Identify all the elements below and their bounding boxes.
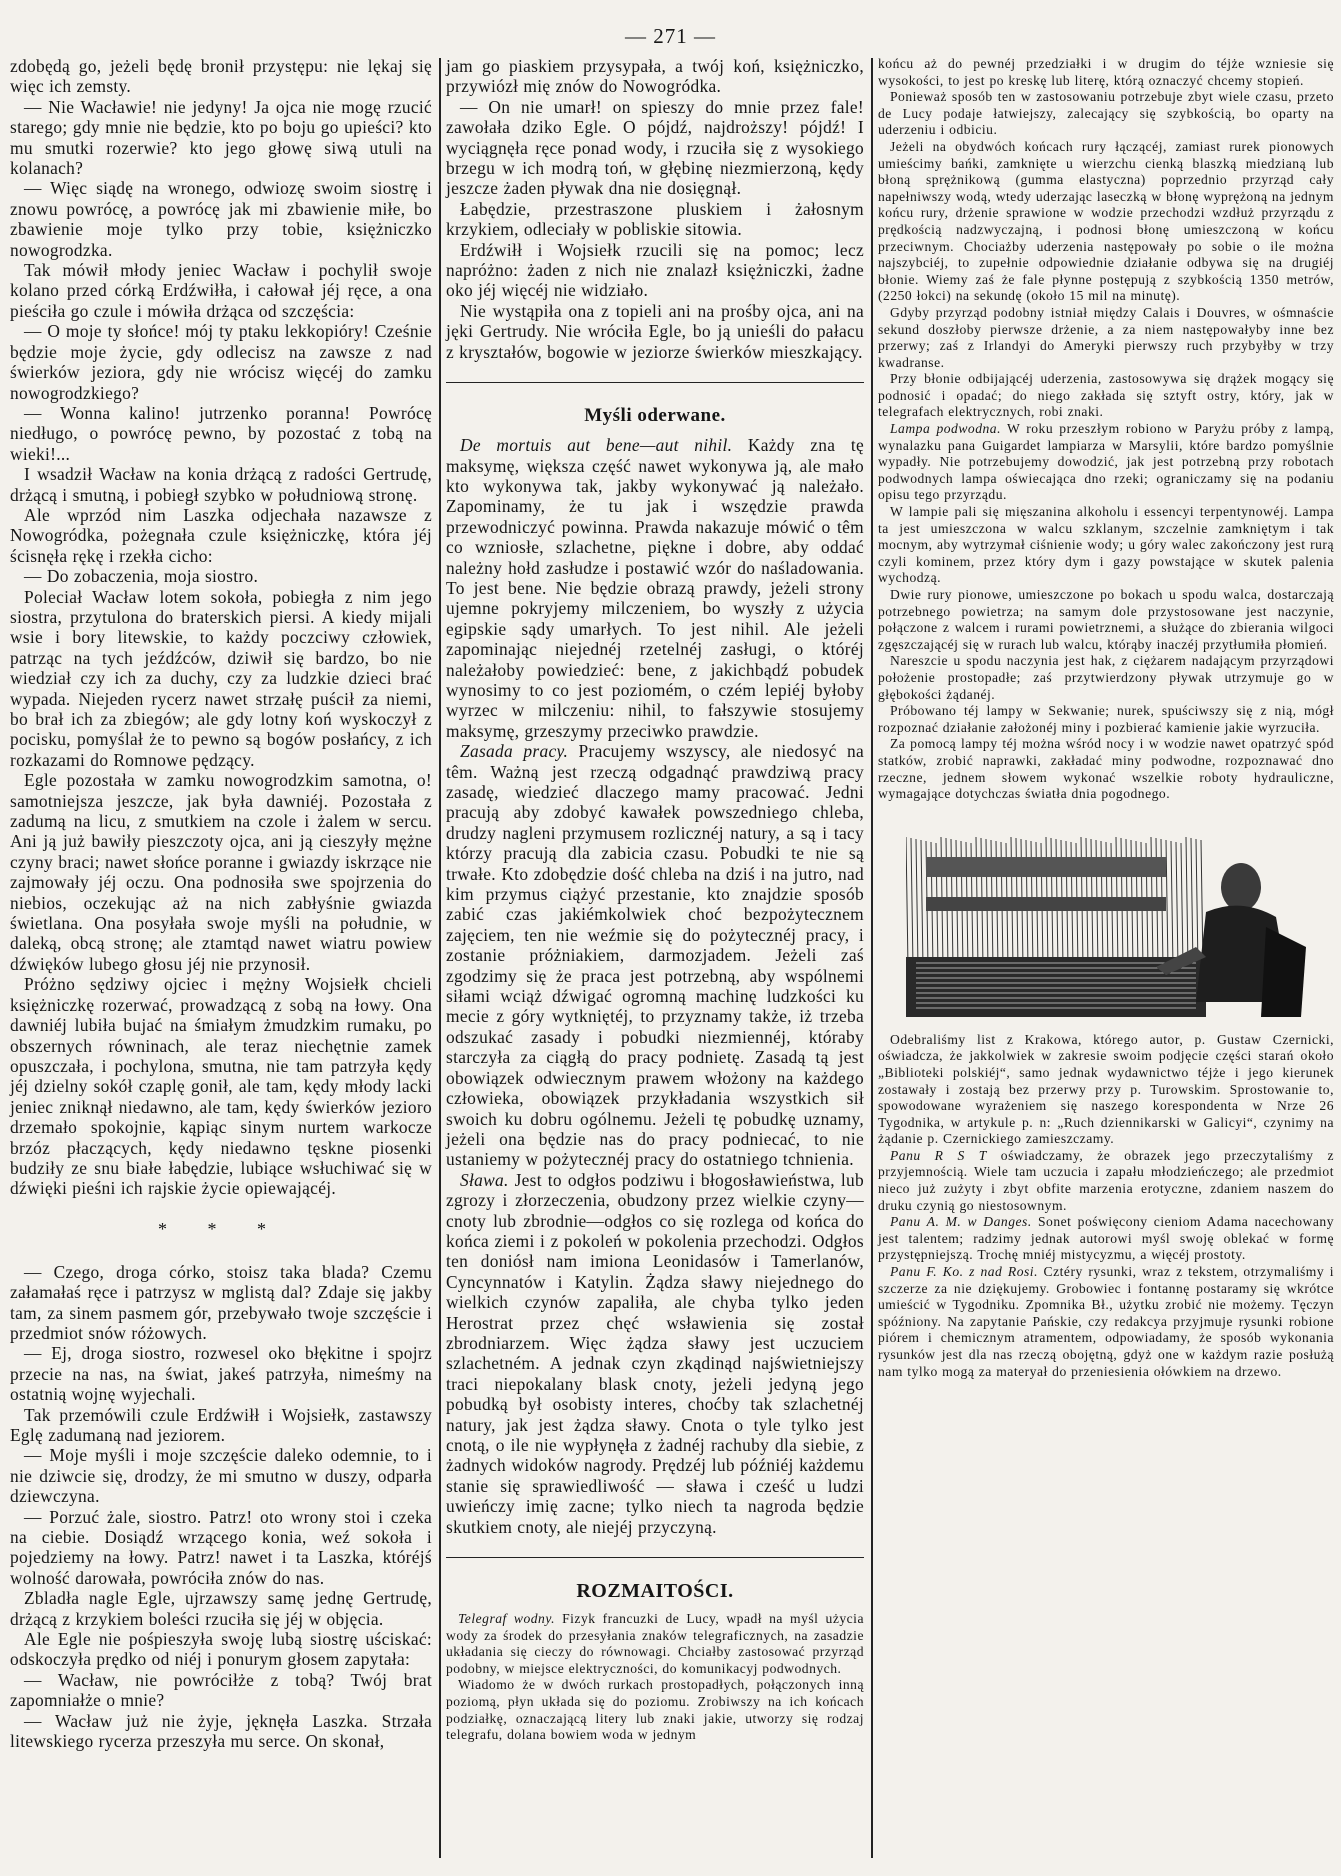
paragraph-text: — On nie umarł! on spieszy do mnie przez fale! zawołała dziko Egle. O pójdź, najdroższy! pójdź! I wyciągnęła ręce ponad wody, i rzuciła się z wysokiego brzegu w ich modrą toń, w głębinę niezmierzoną, kędy jeszcze żaden pływak dna nie dosięgnął. <box>446 96 864 199</box>
paragraph-text: jam go piaskiem przysypała, a twój koń, księżniczko, przywiózł mię znów do Nowogródka. <box>446 56 864 97</box>
paragraph <box>446 741 864 1170</box>
paragraph-text: Tak przemówili czule Erdźwiłł i Wojsiełk, zastawszy Eglę zadumaną nad jeziorem. <box>10 1404 432 1445</box>
paragraph <box>446 1611 864 1677</box>
paragraph-text: Sonet poświęcony cieniom Adama nacechowany jest talentem; radzimy jednak autorowi myśl swoję oblekać w formę przystępniejszą. Trochę mniéj mistycyzmu, a więcéj prostoty. <box>878 1214 1335 1263</box>
paragraph <box>446 301 864 362</box>
paragraph-text: — Do zobaczenia, moja siostro. <box>24 566 259 587</box>
paragraph-text: Nie wystąpiła ona z topieli ani na prośby ojca, ani na jęki Gertrudy. Nie wróciła Egle, bo ją unieśli do pałacu z kryształów, bogowie w jeziorze świerków mieszkający. <box>446 300 864 362</box>
paragraph-text: — Wonna kalino! jutrzenko poranna! Powrócę niedługo, o powrócę pewno, by pozostać z tobą na wieki!... <box>10 402 432 464</box>
paragraph <box>10 464 432 505</box>
paragraph <box>878 1264 1334 1380</box>
paragraph-text: Cztéry rysunki, wraz z tekstem, otrzymaliśmy i szczerze za nie dziękujemy. Grobowiec i fontannę postaramy się wkrótce umieścić w Tygodniku. Zpomnika Bł., użytku zrobić nie możemy. Tęczyn spóźniony. Na zapytanie Pańskie, czy redakcya przyjmuje rysunki robione piórem i chemicznym atramentem, odpowiadamy, że sposób wykonania rysunków jest dla nas rzeczą obojętną, gdyż one w każdym razie posłużą nam tylko mogą za materyał do przeniesienia ołówkiem na drzewo. <box>878 1264 1334 1379</box>
paragraph-text: oświadczamy, że obrazek jego przeczytaliśmy z przyjemnością. Wiele tam uczucia i zapału młodzieńczego; ale przedmiot nieco już zużyty i zbyt obfite marzenia erotyczne, zdaniem naszem do druku czynią go niestosownym. <box>878 1147 1334 1213</box>
column-left <box>10 56 432 1752</box>
paragraph <box>10 566 432 586</box>
paragraph-text: — Wacław już nie żyje, jęknęła Laszka. Strzała litewskiego rycerza przeszyła mu serce. On skonał, <box>10 1710 432 1752</box>
paragraph-text: Jeżeli na obydwóch końcach rury łączącéj, zamiast rurek pionowych umieścimy bańki, zamknięte u wierzchu cienką blaszką miedzianą lub błoną sprężnikową (gumma elastyczna) poprzednio przyrząd cały napełniwszy wodą, wtedy uderzając laseczką w błonę wyprężoną na jednym końcu rury, drżenie sprawione w wodzie przechodzi wzdłuż przyrządu z prędkością nadzwyczajną, i podnosi błonę umieszczoną w końcu przeciwnym. Chociażby uderzenia następowały po sobie o ile można najszybciéj, to zupełnie odpowiednie działanie odbywa się na drugiéj błonie. Wiemy zaś że fale płynne postępują z szybkością 1350 metrów, (2250 łokci) na sekundę (około 15 mil na minutę). <box>878 138 1334 304</box>
paragraph-text: końcu aż do pewnéj przedziałki i w drugim do téjże wzniesie się wysokości, to jest po kreskę lub literę, którą oznaczyć chcemy stopień. <box>878 56 1334 88</box>
paragraph-text: Egle pozostała w zamku nowogrodzkim samotna, o! samotniejsza jeszcze, jak była dawniéj. Pozostała z zadumą na licu, z smutkiem na czole i żalem w sercu. Ani ją już bawiły pieszczoty ojca, ani ją cieszyły mężne czyny braci; nawet słońce poranne i gwiazdy iskrzące nie zajmowały jéj oczu. Ona podnosiła swe spojrzenia do niebios, oczekując aż na nich zabłyśnie gwiazda świetlana. Ona posyłała swoje myśli na południe, w daleką, obcą stronę; ale ztamtąd nawet wiatru powiew dźwięków lubego głosu jéj nie przynosił. <box>10 770 432 974</box>
paragraph <box>10 1670 432 1711</box>
paragraph <box>10 505 432 566</box>
page-number: — 271 — <box>625 24 716 48</box>
paragraph-text: W lampie pali się mięszanina alkoholu i essencyi terpentynowéj. Lampa ta jest umieszczona w walcu szklanym, szczelnie zamkniętym i tak mocnym, aby wytrzymał ciśnienie wody; u góry walec zakończony jest rurą czyli kominem, przez który dym i gazy powstające w skutek palenia wychodzą. <box>878 504 1334 586</box>
paragraph-text: Gdyby przyrząd podobny istniał między Calais i Douvres, w ośmnaście sekund doszłoby pierwsze drżenie, a za niem następowałyby inne bez przerwy; zaś z Irlandyi do Ameryki pierwszy ruch przybyłby w trzy kwadranse. <box>878 304 1334 370</box>
paragraph-text: — Wacław, nie powróciłże z tobą? Twój brat zapomniałże o mnie? <box>10 1669 432 1711</box>
paragraph <box>878 703 1334 736</box>
paragraph <box>878 371 1334 421</box>
paragraph <box>10 403 432 464</box>
paragraph <box>878 89 1334 139</box>
paragraph-text: Za pomocą lampy téj można wśród nocy i w wodzie nawet opatrzyć spód statków, zrobić naprawki, zakładać miny podwodne, rozpoznawać dno rzeczne, jednem słowem wykonać wszelkie roboty hydrauliczne, wymagające dotychczas światła dnia pogodnego. <box>878 736 1334 802</box>
paragraph <box>10 587 432 771</box>
paragraph <box>878 56 1334 89</box>
section-break-asterisks: * * * <box>158 1218 284 1239</box>
paragraph-text: Próżno sędziwy ojciec i mężny Wojsiełk chcieli księżniczkę rozerwać, prowadzącą z sobą na łowy. Ona dawniéj lubiła bujać na śmiałym żmudzkim rumaku, po obszernych równinach, ale teraz niechętnie zamek opuszczała, i pochylona, smutna, nie tam patrzyła kędy jéj dzielny sokół czaplę gonił, ale tam, kędy młody lacki jeniec zniknął niedawno, ale tam, kędy świerków jezioro drzemało spokojnie, kąpiąc sinym nurtem warkocze brzóz płaczących, kędy niedawno tęskne piosenki budziły ze snu białe łabędzie, lubiące wsłuchiwać się w dźwięki pieśni ich rajskie życie opiewającéj. <box>10 974 432 1199</box>
paragraph-lead: De mortuis aut bene—aut nihil. <box>460 435 733 456</box>
paragraph <box>10 56 432 97</box>
paragraph-text: Jest to odgłos podziwu i błogosławieństwa, lub zgrozy i złorzeczenia, obudzony przez wielkie czyny—cnoty lub zbrodnie—odgłos co się rozlega od końca do końca ziemi i z pokoleń w pokolenia przechodzi. Odgłos ten doniósł nam imiona Leonidasów i Tamerlanów, Cyncynnatów i Katylin. Żądza sławy niejednego do wielkich czynów zapaliła, ale chyba tylko jeden Herostrat przez chęć wsławienia się został zbrodniarzem. Więc żądza sławy jest uczuciem szlachetném. A jednak czyn zkądinąd najświetniejszy traci niepokalany blask cnoty, jeżeli jedyną jego pobudką był osobisty interes, choćby tak szlachetnéj natury, jak jest żądza sławy. Cnota o tyle tylko jest cnotą, o ile nie wypłynęła z żadnéj rachuby dla siebie, z żadnych widoków nagrody. Prędzéj lub późniéj każdemu stanie się sprawiedliwość — sława i cześć u ludzi uwieńczy imię zacne; tylko niech ta nagroda będzie skutkiem cnoty, ale niejéj przyczyną. <box>446 1169 864 1537</box>
paragraph-text: Nareszcie u spodu naczynia jest hak, z ciężarem nadającym przyrządowi położenie prostopadłe; zaś przytwierdzony pływak utrzymuje go w głębokości żądanéj. <box>878 653 1334 702</box>
paragraph <box>10 1445 432 1506</box>
paragraph-text: Pracujemy wszyscy, ale niedosyć na têm. Ważną jest rzeczą odgadnąć prawdziwą pracy zasadę, wiedzieć dlaczego mamy pracować. Jedni pracują aby zdobyć kawałek powszedniego chleba, drudzy nagleni przymusem rozlicznéj natury, a są i tacy którzy pracują dla zabicia czasu. Pobudki te nie są trwałe. Kto zdobędzie dość chleba na dziś i na jutro, nad kim przymus ciążyć przestanie, kto znajdzie sposób zabić czas jakiémkolwiek choć bezpożytecznem zajęciem, ten nie weźmie się do pożytecznéj pracy, i zostanie próżniakiem, darmozjadem. Jeżeli zaś zgodzimy się że praca jest potrzebną, aby wspólnemi siłami wciąż dźwigać ogromną machinę ludzkości ku mecie z góry wytkniętéj, to przyznamy także, iż trzeba odszukać zasady i pobudki niezmiennéj, któraby starczyła za ciągłą do pracy podnietę. Zasadą tą jest obowiązek odwiecznym prawem włożony na każdego człowieka, obowiązek przykładania wszystkich sił swoich ku dobru ogólnemu. Jeżeli tę pobudkę uznamy, jeżeli ona będzie nas do pracy podniecać, to nie ustaniemy w pożytecznéj pracy do ostatniego tchnienia. <box>446 741 865 1170</box>
paragraph <box>878 504 1334 587</box>
paragraph <box>878 1032 1334 1148</box>
column-middle <box>446 56 864 1744</box>
paragraph-text: Dwie rury pionowe, umieszczone po bokach u spodu walca, dostarczają potrzebnego powietrza; na samym dole przystosowane jest naczynie, połączone z walcem i rurami powietrznemi, a służące do zbierania wilgoci zgęszczającéj się w rurach lub walcu, którąby inaczéj przytłumiła płomień. <box>878 587 1334 652</box>
paragraph-text: — Więc siądę na wronego, odwiozę swoim siostrę i znowu powrócę, a powrócę jak mi zbawienie miłe, bo zbawienie moje tylko przy tobie, księżniczko nowogrodzka. <box>10 178 432 260</box>
paragraph <box>878 305 1334 371</box>
paragraph <box>878 1214 1334 1264</box>
paragraph <box>878 1148 1334 1214</box>
column-right <box>878 56 1334 1380</box>
paragraph-text: Erdźwiłł i Wojsiełk rzucili się na pomoc; lecz napróżno: żaden z nich nie znalazł księżniczki, żadne oko jéj więcéj nie widziało. <box>446 239 864 301</box>
paragraph-text: Ponieważ sposób ten w zastosowaniu potrzebuje zbyt wiele czasu, przeto de Lucy podaje łatwiejszy, zalecający się szybkością, bo oparty na uderzeniu i odbiciu. <box>878 89 1334 138</box>
section-heading: Myśli oderwane. <box>584 405 726 427</box>
paragraph <box>10 1629 432 1670</box>
paragraph <box>10 178 432 260</box>
paragraph <box>10 321 432 403</box>
paragraph <box>10 260 432 321</box>
paragraph <box>10 1262 432 1344</box>
paragraph <box>10 97 432 179</box>
engraving-illustration <box>906 817 1316 1022</box>
section-heading: ROZMAITOŚCI. <box>576 1580 734 1603</box>
paragraph-lead: Sława. <box>460 1169 509 1190</box>
paragraph <box>10 974 432 1198</box>
paragraph-text: Każdy zna tę maksymę, większa część nawet wykonywa ją, ale mało kto wykonywa tak, jakby wykonywać ją należało. Zapominamy, że tu jak i wszędzie prawda przewodniczyć powinna. Prawda nakazuje mówić o têm co wzniosłe, szlachetne, piękne i dobre, aby oddać należny hołd zasłudze i postawić wzór do naśladowania. To jest bene. Nie będzie obrazą prawdy, jeżeli strony ujemne pokryjemy milczeniem, bo wyszły z użycia egipskie sądy umarłych. To jest nihil. Ale jeżeli zapominając niejednéj rzetelnéj zasługi, o któréj należałoby powiedzieć: bene, z jakichbądź pobudek wynosimy to co jest poziomém, o czém lepiéj byłoby wyrzec w milczeniu: nihil, to fałszywie stosujemy maksymę, grzeszymy przeciwko prawdzie. <box>446 435 864 741</box>
paragraph-lead: Telegraf wodny. <box>458 1611 556 1627</box>
paragraph <box>446 199 864 240</box>
paragraph-text: I wsadził Wacław na konia drżącą z radości Gertrudę, drżącą i smutną, i pobiegł szybko w południową stronę. <box>10 464 432 505</box>
paragraph-text: — Ej, droga siostro, rozwesel oko błękitne i spojrz przecie na nas, na świat, jakeś patrzyła, nimeśmy na ostatnią wojnę wyjechali. <box>10 1343 432 1405</box>
paragraph <box>10 1507 432 1589</box>
paragraph-text: — Czego, droga córko, stoisz taka blada? Czemu załamałaś ręce i patrzysz w mglistą dal? Zdaje się jakby tam, za sinem pasmem gór, przebywało twoje szczęście i przedmiot snów różowych. <box>10 1261 432 1343</box>
paragraph <box>446 56 864 97</box>
paragraph <box>446 435 864 741</box>
paragraph <box>446 1170 864 1537</box>
paragraph <box>878 421 1334 504</box>
paragraph-text: Wiadomo że w dwóch rurkach prostopadłych, połączonych inną poziomą, płyn układa się do poziomu. Zrobiwszy na ich końcach podziałkę, oznaczającą litery lub znaki jakie, utworzy się rodzaj telegrafu, dolana bowiem woda w jednym <box>446 1677 864 1743</box>
paragraph-text: — O moje ty słońce! mój ty ptaku lekkopióry! Cześnie będzie moje życie, gdy odlecisz na zawsze z nad świerków jeziora, gdy nie wrócisz więcéj do zamku nowogrodzkiego? <box>10 321 432 403</box>
paragraph-lead: Panu A. M. w Danges. <box>890 1214 1032 1230</box>
paragraph <box>878 139 1334 305</box>
paragraph-text: Tak mówił młody jeniec Wacław i pochylił swoje kolano przed córką Erdźwiłła, i całował jéj ręce, a ona pieściła go czule i mówiła drżąca od szczęścia: <box>10 260 432 321</box>
paragraph <box>10 1588 432 1629</box>
horizontal-rule <box>446 382 864 383</box>
paragraph-text: Zbladła nagle Egle, ujrzawszy samę jednę Gertrudę, drżącą z krzykiem boleści rzuciła się jéj w objęcia. <box>10 1588 432 1629</box>
paragraph-text: Próbowano téj lampy w Sekwanie; nurek, spuściwszy się z nią, mógł rozpoznać działanie założonéj miny i pozbierać kamienie jakie wyrzuciła. <box>878 703 1334 735</box>
illustration <box>878 817 1334 1022</box>
paragraph-text: Fizyk francuzki de Lucy, wpadł na myśl użycia wody za środek do przesyłania znaków telegraficznych, na zasadzie układania się cieczy do równowagi. Chciałby zastosować przyrząd podobny, w miejsce elektryczności, do komunikacyj podwodnych. <box>446 1611 864 1676</box>
paragraph-lead: Zasada pracy. <box>460 741 569 762</box>
column-divider <box>439 58 441 1858</box>
paragraph-text: — Moje myśli i moje szczęście daleko odemnie, to i nie dziwcie się, drodzy, że mi smutno w duszy, odparła dziewczyna. <box>10 1445 432 1507</box>
paragraph <box>878 587 1334 653</box>
paragraph <box>878 736 1334 802</box>
paragraph-text: Poleciał Wacław lotem sokoła, pobiegła z nim jego siostra, przytulona do braterskich piersi. A kiedy mijali wsie i bory litewskie, to każdy poczciwy człowiek, patrząc na tych jeźdźców, dziwił się bardzo, bo nie wiedział czy ich za duchy, czy za ludzkie dzieci brać wypada. Niejeden rycerz nawet strzałę puścił za niemi, bo brał ich za zbiegów; ale gdy lotny koń wyskoczył z pocisku, pomyślał że to pewno są bogów posłańcy, z ich rozkazami do Romnowe pędzący. <box>10 586 432 770</box>
paragraph <box>446 97 864 199</box>
paragraph <box>446 1677 864 1743</box>
paragraph-lead: Panu F. Ko. z nad Rosi. <box>890 1264 1038 1280</box>
paragraph-text: W roku przeszłym robiono w Paryżu próby z lampą, wynalazku pana Guigardet lampiarza w Marsylii, które bardzo pomyślnie wypadły. Nie potrzebujemy dowodzić, jak jest potrzebną przy robotach podwodnych lampa oświecająca dno rzeki; ograniczamy się na podaniu opisu tego przyrządu. <box>878 421 1334 503</box>
paragraph-text: Przy błonie odbijającéj uderzenia, zastosowywa się drążek mogący się podnosić i opadać; do niego zakłada się sztyft ostry, który, jak w telegrafach elektrycznych, robi znaki. <box>878 371 1334 420</box>
paragraph-lead: Lampa podwodna. <box>890 421 1001 437</box>
paragraph-text: Ale wprzód nim Laszka odjechała nazawsze z Nowogródka, pożegnała czule księżniczkę, która jéj ścisnęła rękę i rzekła cicho: <box>10 504 432 566</box>
paragraph <box>878 653 1334 703</box>
paragraph <box>10 1405 432 1446</box>
horizontal-rule <box>446 1557 864 1558</box>
paragraph-text: — Nie Wacławie! nie jedyny! Ja ojca nie mogę rzucić starego; gdy mnie nie będzie, kto po boju go upieści? kto mu smutki rozerwie? kto jego głowę siwą utuli na kolanach? <box>10 96 432 179</box>
paragraph-text: Ale Egle nie pośpieszyła swoję lubą siostrę uściskać: odskoczyła prędko od niéj i ponurym głosem zapytała: <box>10 1629 432 1670</box>
column-divider <box>871 58 873 1858</box>
paragraph-lead: Panu R S T <box>890 1147 987 1163</box>
paragraph-text: — Porzuć żale, siostro. Patrz! oto wrony stoi i czeka na ciebie. Dosiądź wrzącego konia, weź sokoła i pojedziemy na łowy. Patrz! nawet i ta Laszka, któréjś wolność darowała, powróciła znów do nas. <box>10 1506 432 1588</box>
paragraph-text: Łabędzie, przestraszone pluskiem i żałosnym krzykiem, odleciały w pobliskie sitowia. <box>446 198 864 240</box>
paragraph-text: Odebraliśmy list z Krakowa, którego autor, p. Gustaw Czernicki, oświadcza, że jakkolwiek w zakresie swoim podjęcie części starań około „Biblioteki polskiéj“, samo jednak wydawnictwo téjże i jego kierunek zostawały i zostają bez przerwy przy p. Turowskim. Sprostowanie to, spowodowane wyrażeniem się naszego korespondenta w Nrze 26 Tygodnika, w artykule p. n: „Ruch dziennikarski w Galicyi“, czynimy na żądanie p. Czernickiego zamieszczamy. <box>878 1031 1334 1147</box>
paragraph <box>10 770 432 974</box>
paragraph <box>446 240 864 301</box>
paragraph-text: zdobędą go, jeżeli będę bronił przystępu: nie lękaj się więc ich zemsty. <box>10 56 432 97</box>
paragraph <box>10 1343 432 1404</box>
paragraph <box>10 1711 432 1752</box>
